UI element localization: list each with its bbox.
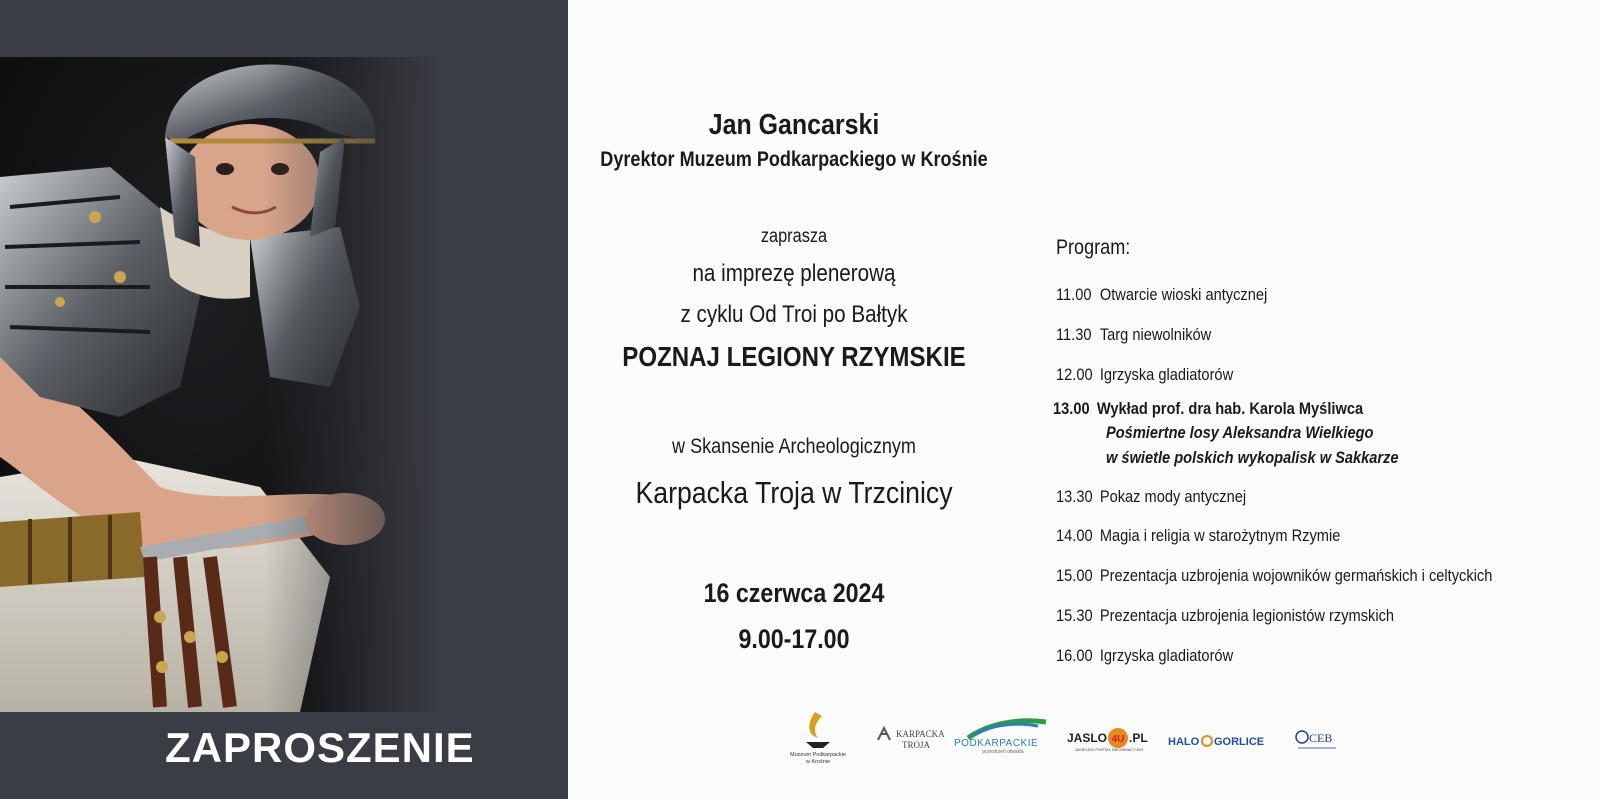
karpacka-logo-line1: KARPACKA (896, 729, 945, 739)
right-panel (568, 0, 1600, 799)
event-title: POZNAJ LEGIONY RZYMSKIE (622, 341, 966, 372)
event-hours: 9.00-17.00 (738, 624, 850, 654)
karpacka-troja-logo (878, 728, 945, 750)
program-item: 16.00 Igrzyska gladiatorów (1056, 646, 1234, 665)
podkarpackie-logo (954, 721, 1046, 755)
invitation-heading: ZAPROSZENIE (165, 724, 475, 771)
podkarpackie-logo-text: PODKARPACKIE (954, 738, 1039, 749)
sponsor-logos (568, 0, 1600, 799)
program-item: 11.30 Targ niewolników (1056, 325, 1212, 344)
lecture-subtitle-2: w świetle polskich wykopalisk w Sakkarze (1106, 448, 1399, 467)
invites-text: zaprasza (760, 226, 828, 247)
venue-line2: Karpacka Troja w Trzcinicy (635, 475, 953, 510)
host-name: Jan Gancarski (708, 109, 880, 141)
venue-line1: w Skansenie Archeologicznym (672, 435, 916, 458)
jaslo4u-logo (1067, 728, 1148, 752)
jaslo-logo-mark: 4U (1111, 734, 1125, 745)
host-role: Dyrektor Muzeum Podkarpackiego w Krośnie (600, 148, 988, 171)
program-item: 15.30 Prezentacja uzbrojenia legionistów rzymskich (1056, 606, 1395, 625)
halo-gorlice-logo (1168, 736, 1264, 748)
museum-logo-line1: Muzeum Podkarpackie (790, 752, 846, 758)
jaslo-logo-text: JASLO (1067, 731, 1108, 745)
ceb-logo-text: CEB (1309, 731, 1333, 745)
program-item: 11.00 Otwarcie wioski antycznej (1056, 285, 1268, 304)
jaslo-logo-domain: .PL (1129, 731, 1148, 745)
jaslo-logo-sub: JASIELSKI PORTAL INFORMACYJNY (1074, 747, 1144, 752)
museum-logo-line2: w Krośnie (805, 759, 831, 765)
halo-logo-text: HALO (1168, 736, 1200, 748)
program-item: 15.00 Prezentacja uzbrojenia wojowników germańskich i celtyckich (1056, 566, 1493, 585)
museum-logo (790, 712, 846, 765)
event-date: 16 czerwca 2024 (703, 578, 885, 608)
karpacka-logo-line2: TROJA (902, 740, 931, 750)
program-item: 13.30 Pokaz mody antycznej (1056, 487, 1247, 506)
ceb-logo (1296, 731, 1336, 748)
lecture-subtitle-1: Pośmiertne losy Aleksandra Wielkiego (1106, 423, 1374, 442)
left-panel (0, 0, 568, 799)
program-item: 14.00 Magia i religia w starożytnym Rzymie (1056, 526, 1341, 545)
program-item: 12.00 Igrzyska gladiatorów (1056, 365, 1234, 384)
event-series: z cyklu Od Troi po Bałtyk (680, 301, 908, 328)
legionary-photo (0, 57, 440, 712)
program-item-lecture: 13.00 Wykład prof. dra hab. Karola Myśliwca (1053, 399, 1364, 418)
gorlice-logo-text: GORLICE (1214, 736, 1265, 748)
program-label: Program: (1056, 236, 1131, 259)
event-type: na imprezę plenerową (692, 260, 896, 287)
podkarpackie-logo-sub: przestrzeń otwarta (982, 749, 1024, 755)
